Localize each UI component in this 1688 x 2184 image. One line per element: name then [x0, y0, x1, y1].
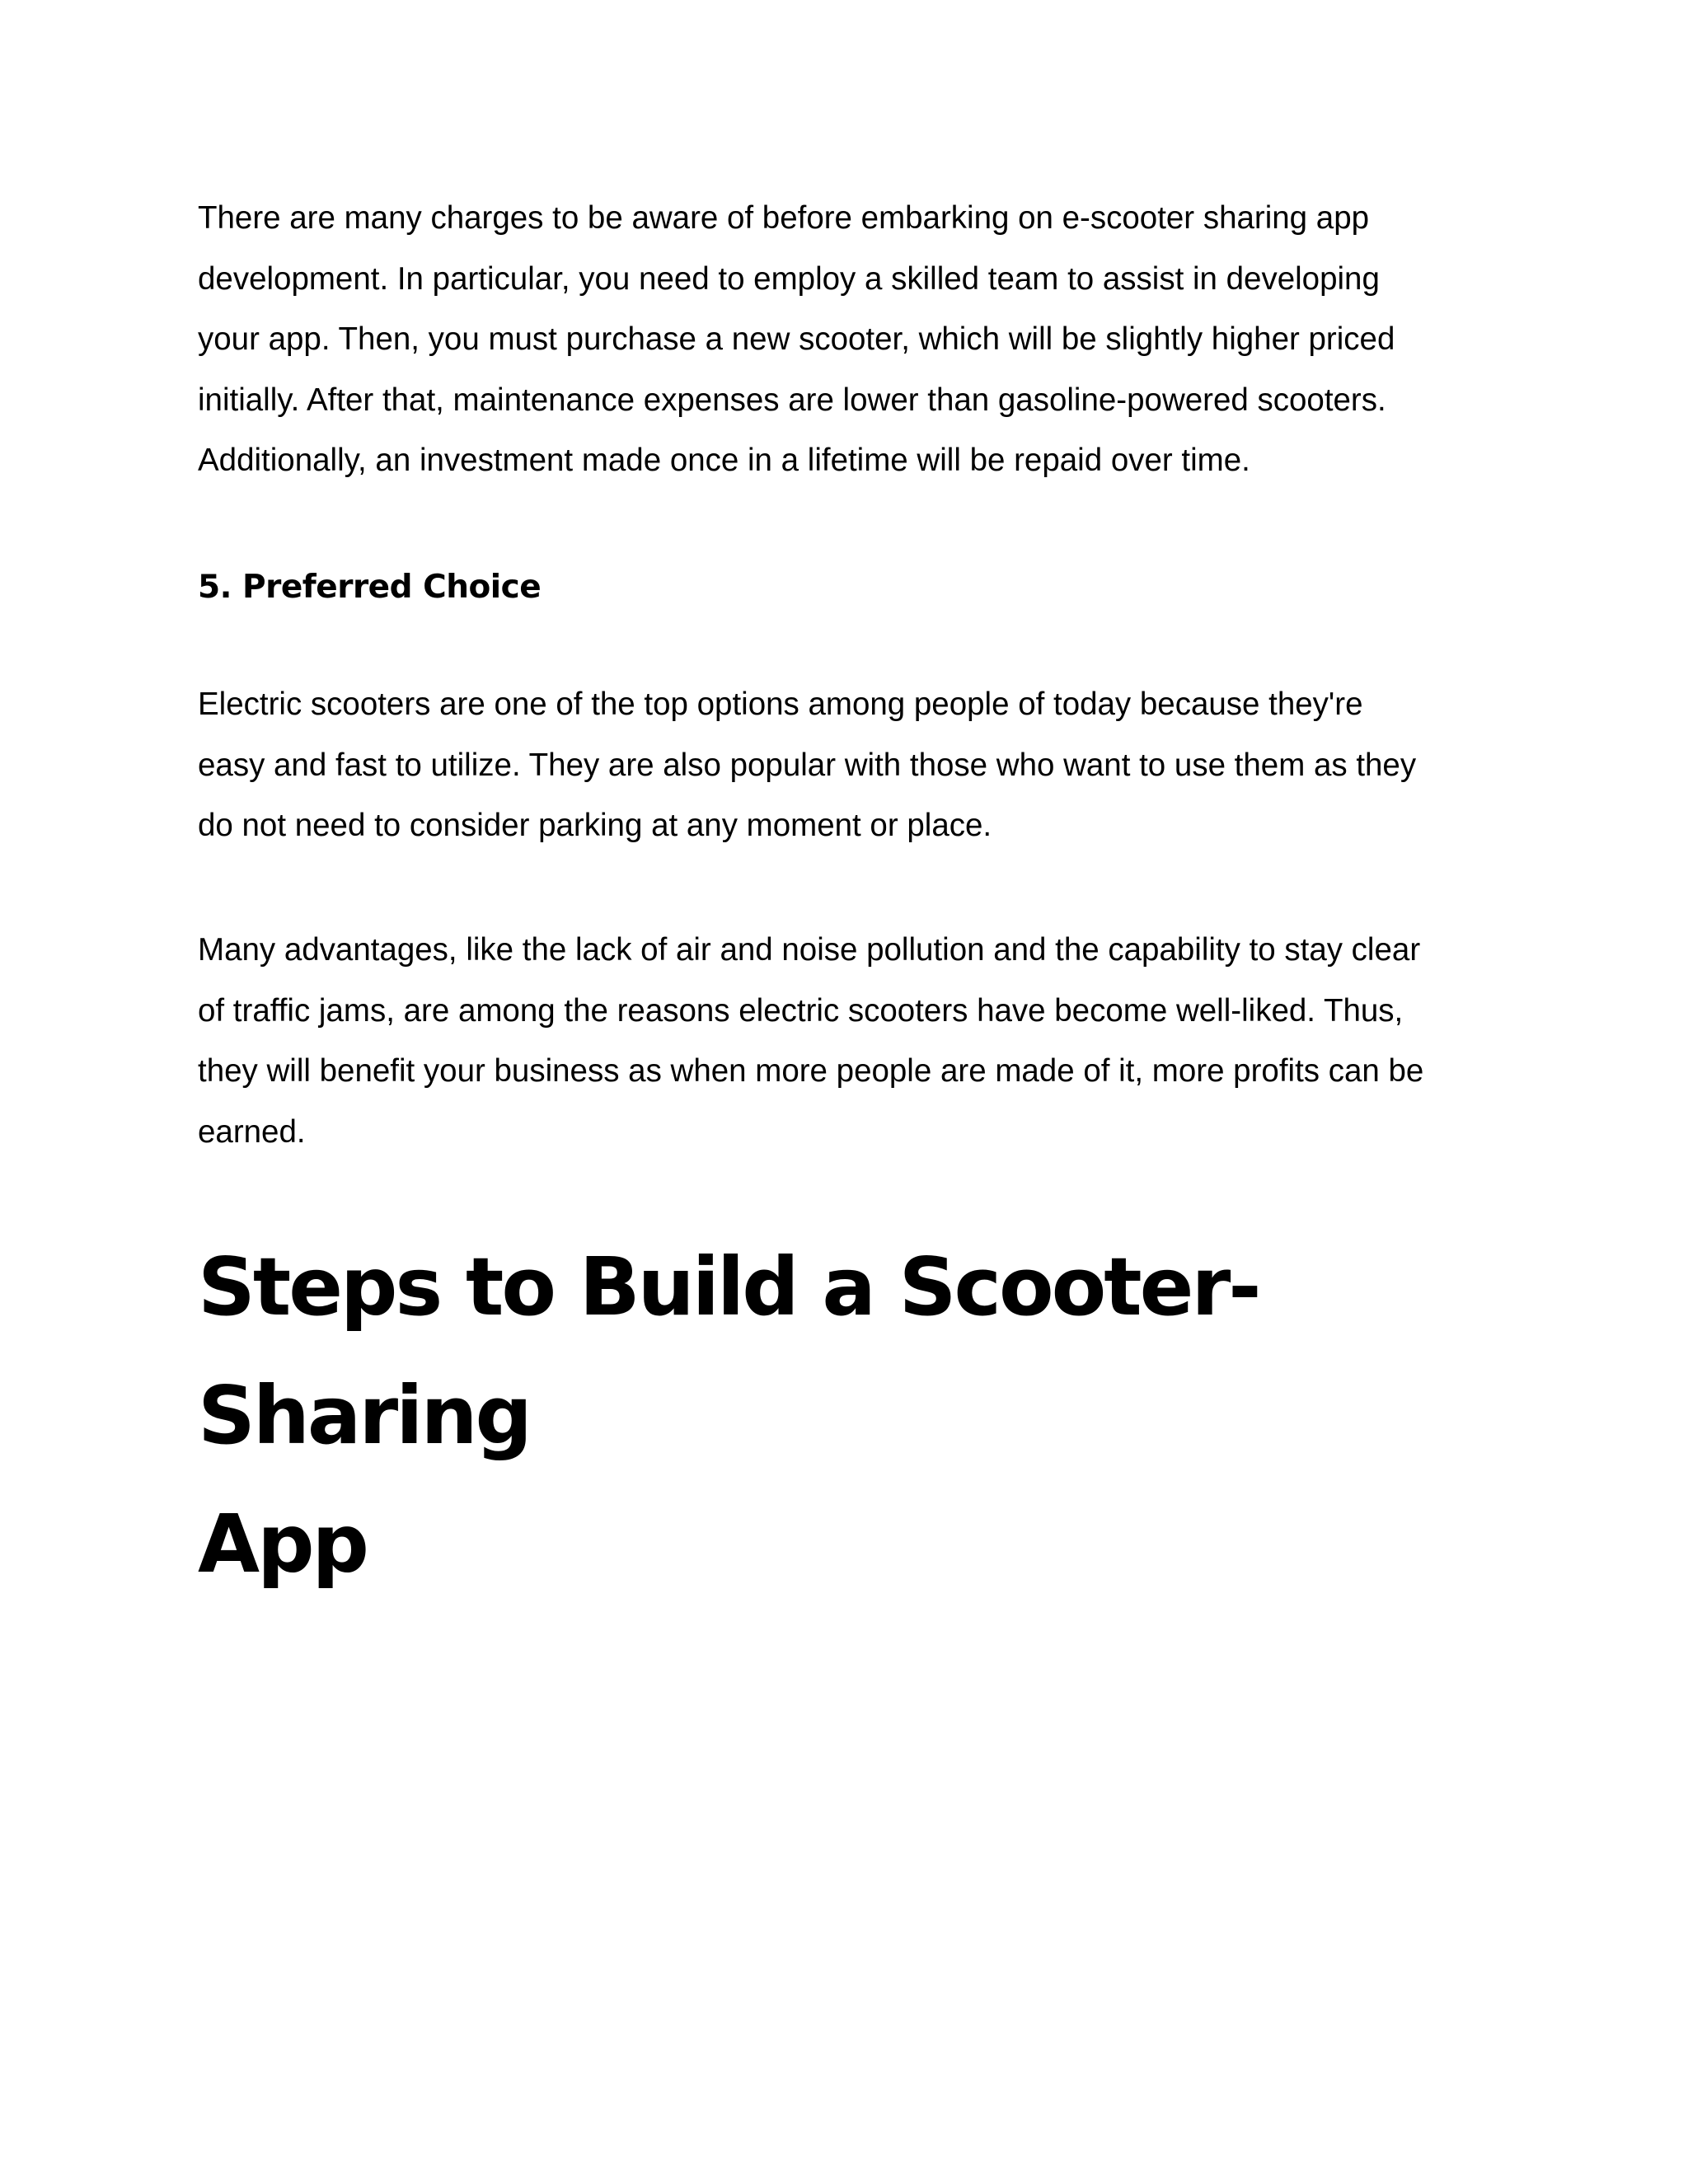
paragraph-advantages [198, 920, 1423, 1162]
text-line: of traffic jams, are among the reasons electric scooters have become well-liked. Thus, [198, 992, 1404, 1029]
text-line: initially. After that, maintenance expenses are lower than gasoline-powered scooters. [198, 382, 1386, 418]
text-line: There are many charges to be aware of before embarking on e-scooter sharing app [198, 200, 1370, 236]
text-line: do not need to consider parking at any moment or place. [198, 808, 992, 843]
text-line: earned. [198, 1113, 306, 1150]
text-line: easy and fast to utilize. They are also popular with those who want to use them as they [198, 747, 1417, 783]
heading-line: App [198, 1497, 367, 1591]
paragraph-preferred-choice [198, 674, 1416, 856]
section-heading-preferred-choice: 5. Preferred Choice [198, 569, 542, 606]
paragraph-costs [198, 188, 1395, 491]
text-line: Additionally, an investment made once in a lifetime will be repaid over time. [198, 443, 1250, 478]
text-line: your app. Then, you must purchase a new scooter, which will be slightly higher priced [198, 321, 1395, 357]
section-heading-steps [198, 1223, 1500, 1609]
text-line: development. In particular, you need to employ a skilled team to assist in developing [198, 260, 1380, 297]
text-line: they will benefit your business as when more people are made of it, more profits can be [198, 1053, 1424, 1089]
text-line: Many advantages, like the lack of air and noise pollution and the capability to stay clear [198, 932, 1421, 968]
text-line: Electric scooters are one of the top options among people of today because they're [198, 687, 1363, 722]
heading-line: Steps to Build a Scooter-Sharing [198, 1240, 1259, 1462]
